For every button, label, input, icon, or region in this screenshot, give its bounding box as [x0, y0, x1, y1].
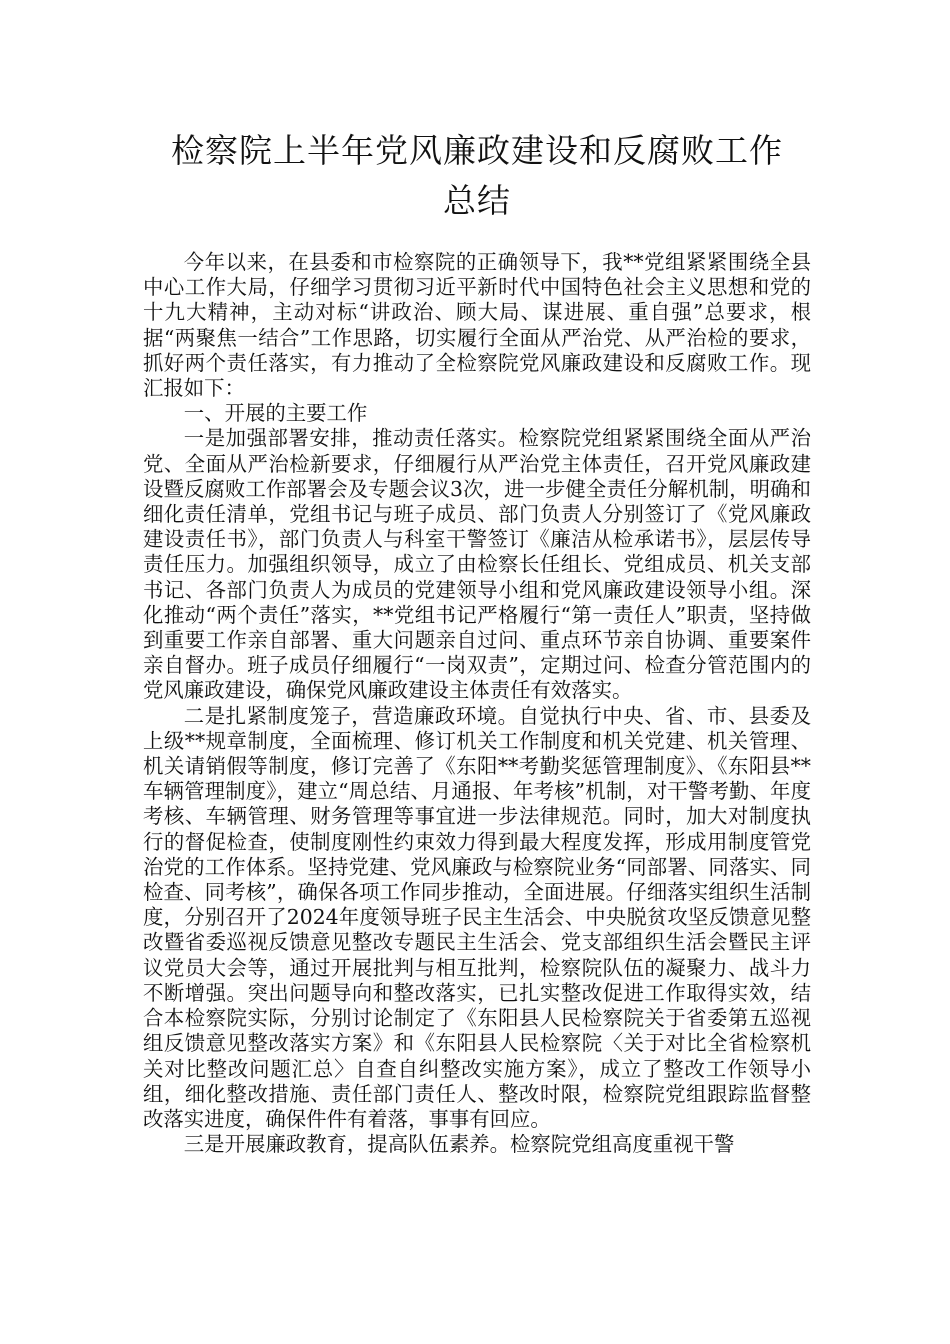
- paragraph-3: 三是开展廉政教育，提高队伍素养。检察院党组高度重视干警: [183, 1132, 735, 1157]
- paragraph-2: 二是扎紧制度笼子，营造廉政环境。自觉执行中央、省、市、县委及上级**规章制度，全面梳理、修订机关工作制度和机关党建、机关管理、机关请销假等制度，修订完善了《东阳**考勤奖惩管理制度》、《东阳县**车辆管理制度》，建立“周总结、月通报、年考核”机制，对干警考勤、年度考核、车辆管理、财务管理等事宜进一步法律规范。同时，加大对制度执行的督促检查，使制度刚性约束效力得到最大程度发挥，形成用制度管党治党的工作体系。坚持党建、党风廉政与检察院业务“同部署、同落实、同检查、同考核”，确保各项工作同步推动，全面进展。仔细落实组织生活制度，分别召开了2024年度领导班子民主生活会、中央脱贫攻坚反馈意见整改暨省委巡视反馈意见整改专题民主生活会、党支部组织生活会暨民主评议党员大会等，通过开展批判与相互批判，检察院队伍的凝聚力、战斗力不断增强。突出问题导向和整改落实，已扎实整改促进工作取得实效，结合本检察院实际，分别讨论制定了《东阳县人民检察院关于省委第五巡视组反馈意见整改落实方案》和《东阳县人民检察院〈关于对比全省检察机关对比整改问题汇总〉自查自纠整改实施方案》，成立了整改工作领导小组，细化整改措施、责任部门责任人、整改时限，检察院党组跟踪监督整改落实进度，确保件件有着落，事事有回应。: [143, 703, 811, 1131]
- intro-paragraph: 今年以来，在县委和市检察院的正确领导下，我**党组紧紧围绕全县中心工作大局，仔细学习贯彻习近平新时代中国特色社会主义思想和党的十九大精神，主动对标“讲政治、顾大局、谋进展、重自强”总要求，根据“两聚焦一结合”工作思路，切实履行全面从严治党、从严治检的要求，抓好两个责任落实，有力推动了全检察院党风廉政建设和反腐败工作。现汇报如下：: [143, 250, 811, 401]
- paragraph-1: 一是加强部署安排，推动责任落实。检察院党组紧紧围绕全面从严治党、全面从严治检新要求，仔细履行从严治党主体责任，召开党风廉政建设暨反腐败工作部署会及专题会议3次，进一步健全责任分解机制，明确和细化责任清单，党组书记与班子成员、部门负责人分别签订了《党风廉政建设责任书》，部门负责人与科室干警签订《廉洁从检承诺书》，层层传导责任压力。加强组织领导，成立了由检察长任组长、党组成员、机关支部书记、各部门负责人为成员的党建领导小组和党风廉政建设领导小组。深化推动“两个责任”落实，**党组书记严格履行“第一责任人”职责，坚持做到重要工作亲自部署、重大问题亲自过问、重点环节亲自协调、重要案件亲自督办。班子成员仔细履行“一岗双责”，定期过问、检查分管范围内的党风廉政建设，确保党风廉政建设主体责任有效落实。: [143, 426, 811, 703]
- section-heading: 一、开展的主要工作: [183, 401, 368, 426]
- title-line-2: 总结: [443, 181, 511, 220]
- title-line-1: 检察院上半年党风廉政建设和反腐败工作: [171, 131, 783, 170]
- document-page: [143, 126, 811, 1157]
- document-title: [143, 126, 811, 226]
- document-body: [143, 250, 811, 1157]
